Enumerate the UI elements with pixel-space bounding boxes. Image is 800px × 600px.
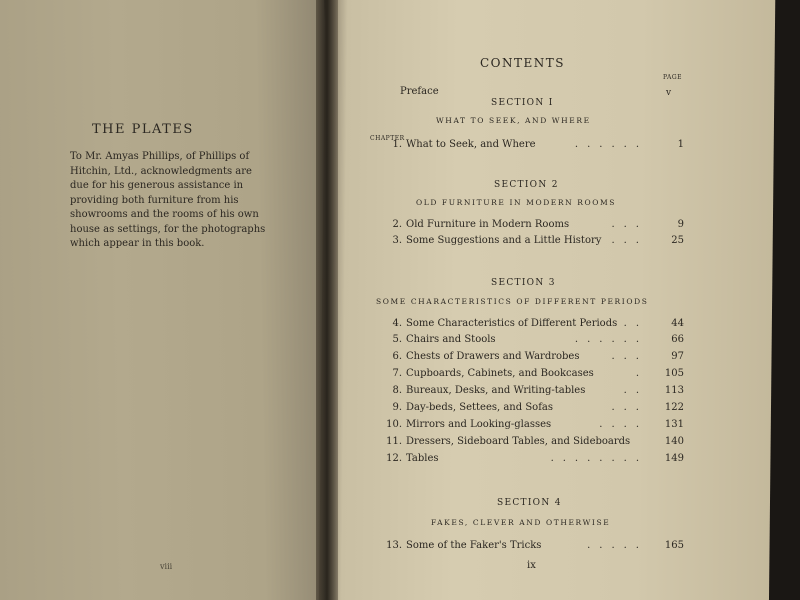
chapter-number: 9.	[392, 402, 402, 413]
toc-row	[372, 436, 684, 450]
chapter-title: Some Suggestions and a Little History	[406, 235, 602, 246]
leader-dots: ...	[611, 219, 648, 230]
toc-row	[372, 318, 684, 332]
chapter-page: 105	[664, 368, 684, 379]
chapter-number: 13.	[386, 540, 402, 551]
chapter-title: Some of the Faker's Tricks	[406, 540, 542, 551]
chapter-page: 97	[671, 351, 684, 362]
chapter-title: Dressers, Sideboard Tables, and Sideboards	[406, 436, 631, 447]
chapter-page: 1	[677, 139, 684, 150]
chapter-number: 1.	[392, 139, 402, 150]
toc-row	[372, 402, 684, 416]
section-4-title: FAKES, CLEVER AND OTHERWISE	[431, 518, 611, 527]
contents-title: CONTENTS	[480, 56, 566, 70]
page-column-header: PAGE	[663, 74, 682, 81]
left-folio: viii	[160, 562, 173, 571]
chapter-title: Some Characteristics of Different Periods	[406, 318, 618, 329]
leader-dots: ...	[611, 402, 648, 413]
chapter-number: 6.	[392, 351, 402, 362]
preface-page: v	[666, 88, 672, 98]
chapter-page: 113	[664, 385, 684, 396]
section-3-label: SECTION 3	[491, 278, 556, 288]
toc-row	[372, 368, 684, 382]
leader-dots: ......	[574, 334, 648, 345]
chapter-number: 2.	[392, 219, 402, 230]
chapter-number: 5.	[392, 334, 402, 345]
toc-row	[372, 419, 684, 433]
chapter-column-header: CHAPTER	[370, 135, 405, 142]
section-2-label: SECTION 2	[494, 180, 559, 190]
section-1-label: SECTION I	[491, 98, 554, 108]
chapter-page: 165	[664, 540, 684, 551]
chapter-page: 140	[664, 436, 684, 447]
leader-dots: .....	[587, 540, 648, 551]
left-page	[0, 0, 336, 600]
leader-dots: ......	[574, 139, 648, 150]
leader-dots: ........	[550, 453, 648, 464]
chapter-number: 7.	[392, 368, 402, 379]
toc-row	[372, 219, 684, 233]
chapter-number: 11.	[386, 436, 402, 447]
toc-row	[372, 385, 684, 399]
toc-row	[372, 334, 684, 348]
section-4-label: SECTION 4	[497, 498, 562, 508]
chapter-title: Tables	[406, 453, 439, 464]
section-3-title: SOME CHARACTERISTICS OF DIFFERENT PERIODS	[376, 297, 649, 306]
leader-dots: ...	[611, 351, 648, 362]
leader-dots: .	[635, 368, 648, 379]
chapter-title: Chests of Drawers and Wardrobes	[406, 351, 580, 362]
chapter-number: 4.	[392, 318, 402, 329]
chapter-page: 44	[671, 318, 684, 329]
chapter-page: 9	[677, 219, 684, 230]
toc-row	[372, 540, 684, 554]
plates-body: To Mr. Amyas Phillips, of Phillips of Hitchin, Ltd., acknowledgments are due for his generous assistance in providing both furniture from his showrooms and the rooms of his own house as settings, for the photographs which appear in this book.	[70, 151, 266, 249]
section-2-title: OLD FURNITURE IN MODERN ROOMS	[416, 198, 617, 207]
chapter-number: 8.	[392, 385, 402, 396]
chapter-title: Chairs and Stools	[406, 334, 496, 345]
chapter-title: Old Furniture in Modern Rooms	[406, 219, 570, 230]
chapter-page: 131	[664, 419, 684, 430]
section-1-title: WHAT TO SEEK, AND WHERE	[436, 116, 591, 125]
toc-row	[372, 139, 684, 153]
chapter-number: 3.	[392, 235, 402, 246]
chapter-page: 25	[671, 235, 684, 246]
chapter-page: 66	[671, 334, 684, 345]
chapter-page: 149	[664, 453, 684, 464]
chapter-number: 12.	[386, 453, 402, 464]
leader-dots: ..	[623, 318, 648, 329]
toc-row	[372, 453, 684, 467]
plates-title: THE PLATES	[92, 122, 194, 137]
toc-row	[372, 351, 684, 365]
chapter-title: Day-beds, Settees, and Sofas	[406, 402, 553, 413]
chapter-title: Mirrors and Looking-glasses	[406, 419, 552, 430]
chapter-number: 10.	[386, 419, 402, 430]
leader-dots: ..	[623, 385, 648, 396]
preface-label: Preface	[400, 86, 439, 97]
right-folio: ix	[527, 560, 536, 571]
book-gutter	[316, 0, 338, 600]
chapter-title: What to Seek, and Where	[406, 139, 536, 150]
leader-dots: ....	[599, 419, 648, 430]
chapter-page: 122	[664, 402, 684, 413]
chapter-title: Cupboards, Cabinets, and Bookcases	[406, 368, 594, 379]
leader-dots: ...	[611, 235, 648, 246]
chapter-title: Bureaux, Desks, and Writing-tables	[406, 385, 586, 396]
toc-row	[372, 235, 684, 249]
